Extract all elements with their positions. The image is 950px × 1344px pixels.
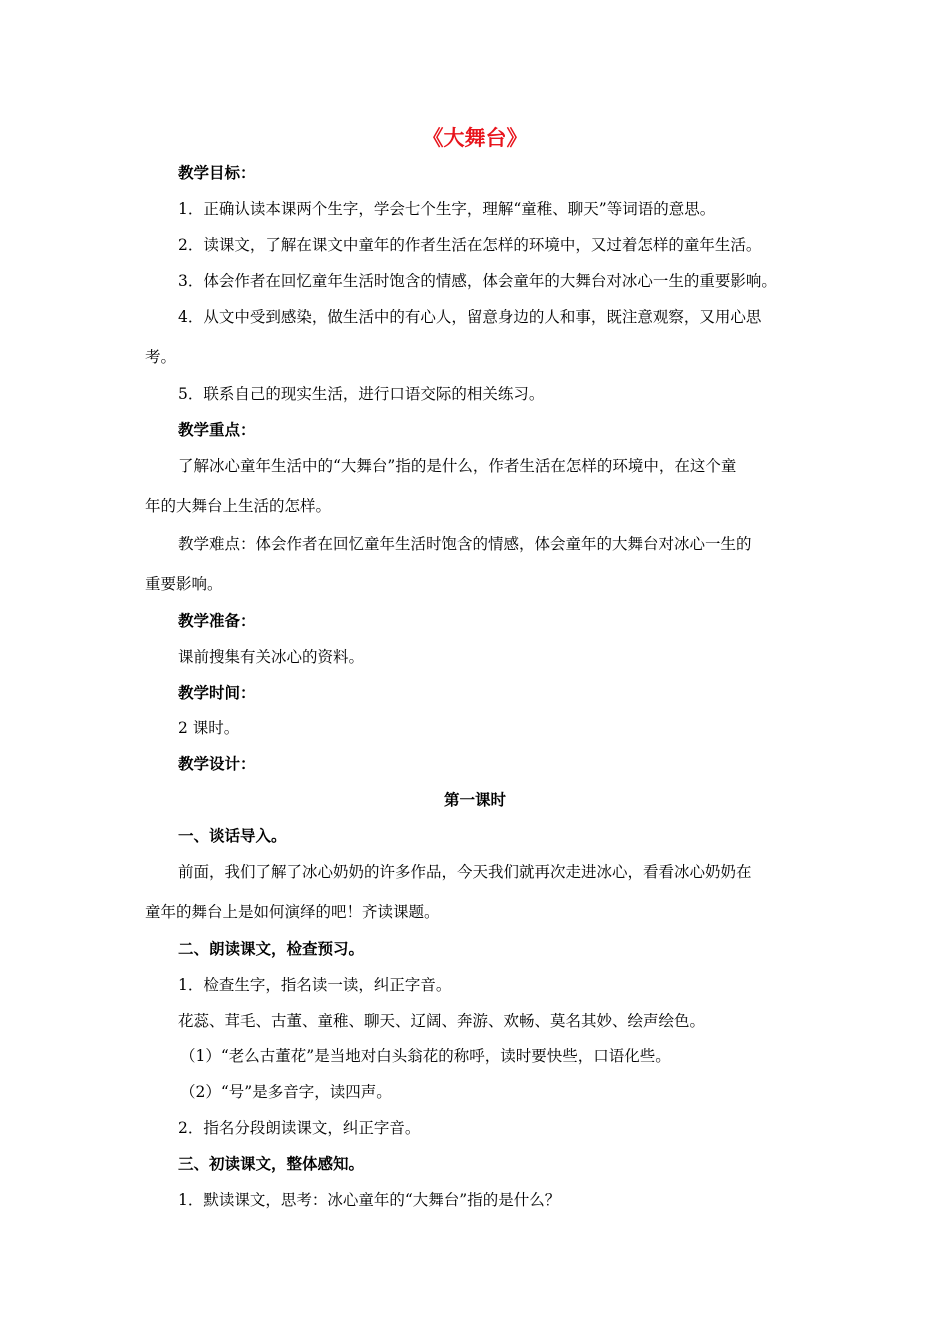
section-heading: 一、谈话导入。 [178,827,287,845]
paragraph-line: 花蕊、茸毛、古董、童稚、聊天、辽阔、奔游、欢畅、莫名其妙、绘声绘色。 [178,1012,706,1030]
paragraph-line: （1）“老么古董花”是当地对白头翁花的称呼，读时要快些，口语化些。 [180,1047,671,1065]
objective-item: 4．从文中受到感染，做生活中的有心人，留意身边的人和事，既注意观察，又用心思 [178,308,762,326]
key-points-text: 年的大舞台上生活的怎样。 [145,497,332,515]
key-points-text: 了解冰心童年生活中的“大舞台”指的是什么，作者生活在怎样的环境中，在这个童 [178,457,737,475]
paragraph-line: 1．检查生字，指名读一读，纠正字音。 [178,976,452,994]
objective-item: 1．正确认读本课两个生字，学会七个生字，理解“童稚、聊天”等词语的意思。 [178,200,716,218]
objective-item: 5．联系自己的现实生活，进行口语交际的相关练习。 [178,385,545,403]
section-heading: 二、朗读课文，检查预习。 [178,940,365,958]
time-text: 2 课时。 [178,719,240,737]
objective-item: 2．读课文，了解在课文中童年的作者生活在怎样的环境中，又过着怎样的童年生活。 [178,236,762,254]
section-heading: 三、初读课文，整体感知。 [178,1155,365,1173]
objectives-heading: 教学目标： [178,164,256,182]
difficulty-text: 重要影响。 [145,575,223,593]
paragraph-line: 前面，我们了解了冰心奶奶的许多作品，今天我们就再次走进冰心，看看冰心奶奶在 [178,863,752,881]
objective-item-continued: 考。 [145,348,177,366]
preparation-text: 课前搜集有关冰心的资料。 [178,648,365,666]
lesson-heading: 第一课时 [443,791,506,809]
paragraph-line: 童年的舞台上是如何演绎的吧！齐读课题。 [145,903,440,921]
document-title: 《大舞台》 [422,126,528,150]
design-heading: 教学设计： [178,755,256,773]
time-heading: 教学时间： [178,684,256,702]
paragraph-line: 1．默读课文，思考：冰心童年的“大舞台”指的是什么？ [178,1191,561,1209]
paragraph-line: （2）“号”是多音字，读四声。 [180,1083,392,1101]
objective-item: 3．体会作者在回忆童年生活时饱含的情感，体会童年的大舞台对冰心一生的重要影响。 [178,272,777,290]
difficulty-text: 教学难点：体会作者在回忆童年生活时饱含的情感，体会童年的大舞台对冰心一生的 [178,535,752,553]
key-points-heading: 教学重点： [178,421,256,439]
paragraph-line: 2．指名分段朗读课文，纠正字音。 [178,1119,421,1137]
preparation-heading: 教学准备： [178,612,256,630]
